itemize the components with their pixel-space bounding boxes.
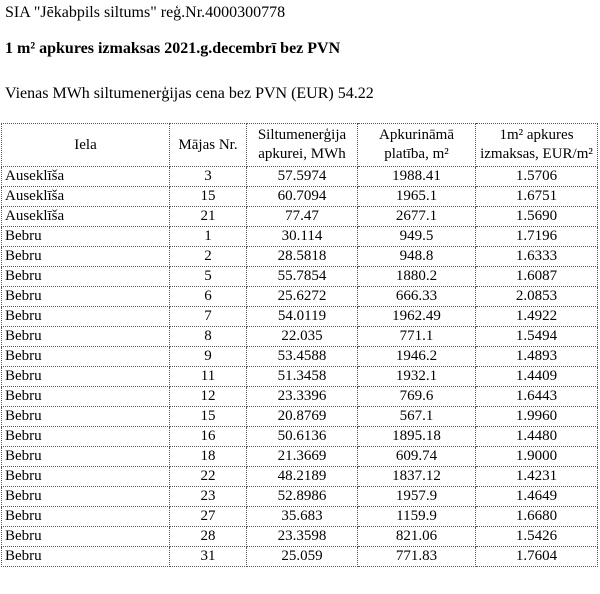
cell-cost: 1.6087 <box>476 267 598 287</box>
cell-house: 16 <box>170 427 247 447</box>
cell-area: 771.83 <box>358 547 476 567</box>
cell-area: 1946.2 <box>358 347 476 367</box>
table-row <box>2 507 598 527</box>
cell-cost: 1.4409 <box>476 367 598 387</box>
table-row <box>2 187 598 207</box>
table-row <box>2 387 598 407</box>
table-row <box>2 467 598 487</box>
cell-cost: 1.5690 <box>476 207 598 227</box>
table-row <box>2 347 598 367</box>
cell-area: 949.5 <box>358 227 476 247</box>
cell-cost: 1.5706 <box>476 167 598 187</box>
cell-area: 1837.12 <box>358 467 476 487</box>
cell-street: Bebru <box>2 547 170 567</box>
cell-house: 2 <box>170 247 247 267</box>
cell-house: 15 <box>170 187 247 207</box>
cell-heat: 30.114 <box>247 227 358 247</box>
cell-cost: 1.6443 <box>476 387 598 407</box>
cell-street: Bebru <box>2 367 170 387</box>
cell-heat: 28.5818 <box>247 247 358 267</box>
cell-street: Auseklīša <box>2 187 170 207</box>
table-row <box>2 227 598 247</box>
cell-street: Bebru <box>2 387 170 407</box>
table-row <box>2 447 598 467</box>
table-row <box>2 407 598 427</box>
table-row <box>2 367 598 387</box>
cell-area: 821.06 <box>358 527 476 547</box>
cell-area: 1962.49 <box>358 307 476 327</box>
cell-house: 9 <box>170 347 247 367</box>
cell-house: 8 <box>170 327 247 347</box>
heating-cost-table <box>1 123 598 567</box>
cell-street: Auseklīša <box>2 167 170 187</box>
table-header-row <box>2 124 598 167</box>
table-row <box>2 487 598 507</box>
header-area: Apkurināmā platība, m² <box>358 124 476 167</box>
cell-cost: 1.7196 <box>476 227 598 247</box>
cell-heat: 48.2189 <box>247 467 358 487</box>
table-row <box>2 307 598 327</box>
cell-heat: 53.4588 <box>247 347 358 367</box>
cell-heat: 77.47 <box>247 207 358 227</box>
cell-house: 21 <box>170 207 247 227</box>
cell-heat: 35.683 <box>247 507 358 527</box>
cell-heat: 54.0119 <box>247 307 358 327</box>
company-name: SIA "Jēkabpils siltums" reģ.Nr.4000300778 <box>5 4 286 21</box>
cell-street: Bebru <box>2 267 170 287</box>
cell-house: 6 <box>170 287 247 307</box>
cell-area: 609.74 <box>358 447 476 467</box>
table-row <box>2 267 598 287</box>
cell-house: 12 <box>170 387 247 407</box>
cell-heat: 60.7094 <box>247 187 358 207</box>
cell-street: Bebru <box>2 487 170 507</box>
cell-house: 1 <box>170 227 247 247</box>
table-row <box>2 427 598 447</box>
cell-house: 18 <box>170 447 247 467</box>
cell-cost: 1.5494 <box>476 327 598 347</box>
cell-house: 11 <box>170 367 247 387</box>
table-row <box>2 247 598 267</box>
cell-street: Bebru <box>2 447 170 467</box>
cell-area: 1159.9 <box>358 507 476 527</box>
cell-street: Auseklīša <box>2 207 170 227</box>
cell-cost: 1.9000 <box>476 447 598 467</box>
cell-heat: 20.8769 <box>247 407 358 427</box>
cell-heat: 22.035 <box>247 327 358 347</box>
cell-street: Bebru <box>2 247 170 267</box>
cell-heat: 55.7854 <box>247 267 358 287</box>
header-street: Iela <box>2 124 170 167</box>
cell-cost: 1.7604 <box>476 547 598 567</box>
cell-area: 771.1 <box>358 327 476 347</box>
cell-house: 28 <box>170 527 247 547</box>
cell-street: Bebru <box>2 287 170 307</box>
cell-area: 666.33 <box>358 287 476 307</box>
cell-heat: 25.6272 <box>247 287 358 307</box>
table-row <box>2 527 598 547</box>
cell-area: 1988.41 <box>358 167 476 187</box>
cell-street: Bebru <box>2 427 170 447</box>
table-row <box>2 327 598 347</box>
cell-heat: 57.5974 <box>247 167 358 187</box>
cell-cost: 1.6333 <box>476 247 598 267</box>
cell-house: 3 <box>170 167 247 187</box>
cell-house: 7 <box>170 307 247 327</box>
cell-house: 22 <box>170 467 247 487</box>
cell-cost: 1.6680 <box>476 507 598 527</box>
header-house: Mājas Nr. <box>170 124 247 167</box>
cell-house: 27 <box>170 507 247 527</box>
cell-house: 23 <box>170 487 247 507</box>
cell-area: 2677.1 <box>358 207 476 227</box>
table-row <box>2 547 598 567</box>
cell-house: 31 <box>170 547 247 567</box>
cell-area: 1895.18 <box>358 427 476 447</box>
cell-area: 1932.1 <box>358 367 476 387</box>
cell-street: Bebru <box>2 467 170 487</box>
table-row <box>2 287 598 307</box>
cell-house: 15 <box>170 407 247 427</box>
cell-street: Bebru <box>2 407 170 427</box>
cell-street: Bebru <box>2 327 170 347</box>
cell-street: Bebru <box>2 307 170 327</box>
table-row <box>2 167 598 187</box>
cell-area: 948.8 <box>358 247 476 267</box>
price-line: Vienas MWh siltumenerģijas cena bez PVN (EUR) 54.22 <box>5 85 374 102</box>
cell-heat: 50.6136 <box>247 427 358 447</box>
cell-area: 1880.2 <box>358 267 476 287</box>
cell-street: Bebru <box>2 527 170 547</box>
cell-cost: 1.4649 <box>476 487 598 507</box>
cell-heat: 25.059 <box>247 547 358 567</box>
header-heat: Siltumenerģija apkurei, MWh <box>247 124 358 167</box>
cell-heat: 51.3458 <box>247 367 358 387</box>
document-title: 1 m² apkures izmaksas 2021.g.decembrī bez PVN <box>5 40 341 57</box>
cell-cost: 1.4480 <box>476 427 598 447</box>
cell-area: 769.6 <box>358 387 476 407</box>
cell-cost: 1.9960 <box>476 407 598 427</box>
cell-area: 567.1 <box>358 407 476 427</box>
cell-cost: 1.4893 <box>476 347 598 367</box>
cell-area: 1965.1 <box>358 187 476 207</box>
table-row <box>2 207 598 227</box>
cell-cost: 1.4922 <box>476 307 598 327</box>
cell-heat: 21.3669 <box>247 447 358 467</box>
cell-area: 1957.9 <box>358 487 476 507</box>
cell-street: Bebru <box>2 347 170 367</box>
cell-house: 5 <box>170 267 247 287</box>
cell-street: Bebru <box>2 227 170 247</box>
cell-cost: 1.4231 <box>476 467 598 487</box>
cell-cost: 2.0853 <box>476 287 598 307</box>
cell-street: Bebru <box>2 507 170 527</box>
cell-heat: 23.3598 <box>247 527 358 547</box>
cell-cost: 1.5426 <box>476 527 598 547</box>
cell-heat: 52.8986 <box>247 487 358 507</box>
cell-heat: 23.3396 <box>247 387 358 407</box>
header-cost: 1m² apkures izmaksas, EUR/m² <box>476 124 598 167</box>
cell-cost: 1.6751 <box>476 187 598 207</box>
